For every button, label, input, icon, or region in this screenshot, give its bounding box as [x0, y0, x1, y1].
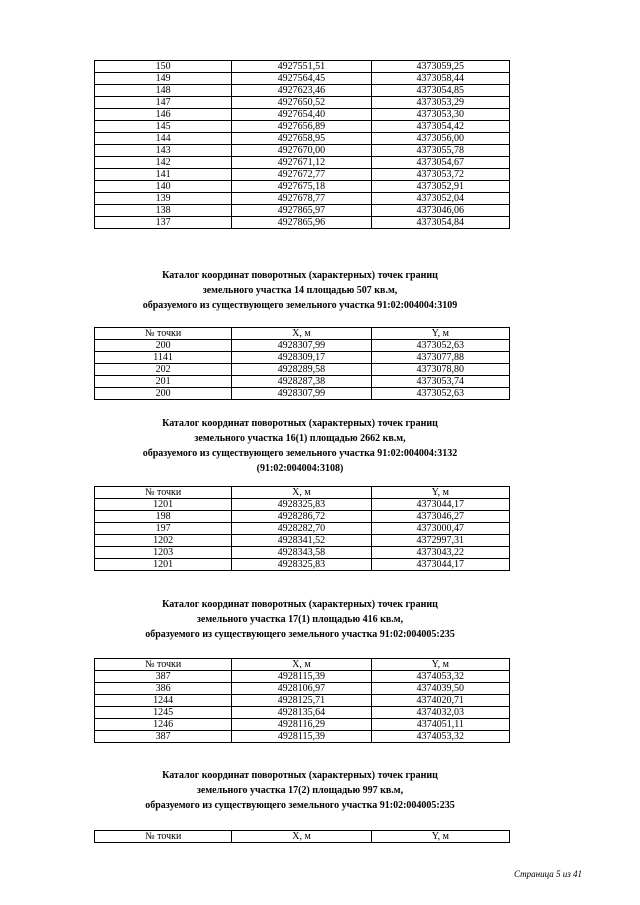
- point-number-cell: 201: [95, 376, 232, 388]
- heading-line: Каталог координат поворотных (характерных) точек границ: [162, 599, 438, 610]
- point-number-cell: 146: [95, 109, 232, 121]
- heading-line: образуемого из существующего земельного участка 91:02:004004:3109: [142, 300, 458, 311]
- column-header-point: № точки: [95, 487, 232, 499]
- table-row: [95, 731, 510, 743]
- table-row: [95, 511, 510, 523]
- x-coordinate-cell: 4928325,83: [232, 559, 371, 571]
- point-number-cell: 139: [95, 193, 232, 205]
- x-coordinate-cell: 4927865,97: [232, 205, 371, 217]
- point-number-cell: 1201: [95, 499, 232, 511]
- y-coordinate-cell: 4373053,74: [371, 376, 509, 388]
- table-body: [95, 499, 510, 571]
- table-row: [95, 695, 510, 707]
- coordinate-table-plot-17-1: [94, 658, 510, 743]
- table-row: [95, 364, 510, 376]
- coordinate-table-plot-17-2: [94, 830, 510, 843]
- x-coordinate-cell: 4928116,29: [232, 719, 371, 731]
- catalog-heading-plot-17-2: [60, 768, 540, 813]
- x-coordinate-cell: 4927671,12: [232, 157, 371, 169]
- point-number-cell: 149: [95, 73, 232, 85]
- y-coordinate-cell: 4374032,03: [371, 707, 509, 719]
- point-number-cell: 147: [95, 97, 232, 109]
- y-coordinate-cell: 4374051,11: [371, 719, 509, 731]
- table-row: [95, 535, 510, 547]
- table-header-row: [95, 487, 510, 499]
- x-coordinate-cell: 4927672,77: [232, 169, 371, 181]
- heading-line: земельного участка 17(2) площадью 997 кв.м,: [196, 785, 404, 796]
- column-header-point: № точки: [95, 328, 232, 340]
- point-number-cell: 1244: [95, 695, 232, 707]
- point-number-cell: 387: [95, 731, 232, 743]
- y-coordinate-cell: 4373044,17: [371, 499, 509, 511]
- table-row: [95, 157, 510, 169]
- x-coordinate-cell: 4927675,18: [232, 181, 371, 193]
- catalog-heading-plot-16-1: [60, 416, 540, 476]
- table-row: [95, 352, 510, 364]
- point-number-cell: 386: [95, 683, 232, 695]
- point-number-cell: 200: [95, 388, 232, 400]
- x-coordinate-cell: 4927623,46: [232, 85, 371, 97]
- table-row: [95, 547, 510, 559]
- y-coordinate-cell: 4373046,27: [371, 511, 509, 523]
- x-coordinate-cell: 4928125,71: [232, 695, 371, 707]
- table-row: [95, 193, 510, 205]
- y-coordinate-cell: 4373054,84: [371, 217, 509, 229]
- x-coordinate-cell: 4928307,99: [232, 340, 371, 352]
- y-coordinate-cell: 4373053,72: [371, 169, 509, 181]
- table-row: [95, 340, 510, 352]
- point-number-cell: 138: [95, 205, 232, 217]
- table-header-row: [95, 328, 510, 340]
- y-coordinate-cell: 4373052,63: [371, 340, 509, 352]
- x-coordinate-cell: 4927564,45: [232, 73, 371, 85]
- y-coordinate-cell: 4374020,71: [371, 695, 509, 707]
- x-coordinate-cell: 4927670,00: [232, 145, 371, 157]
- table-row: [95, 707, 510, 719]
- point-number-cell: 1202: [95, 535, 232, 547]
- table-row: [95, 719, 510, 731]
- y-coordinate-cell: 4374039,50: [371, 683, 509, 695]
- y-coordinate-cell: 4373053,30: [371, 109, 509, 121]
- x-coordinate-cell: 4928115,39: [232, 671, 371, 683]
- x-coordinate-cell: 4928115,39: [232, 731, 371, 743]
- table-row: [95, 523, 510, 535]
- column-header-point: № точки: [95, 831, 232, 843]
- y-coordinate-cell: 4373052,63: [371, 388, 509, 400]
- y-coordinate-cell: 4373077,88: [371, 352, 509, 364]
- heading-line: Каталог координат поворотных (характерных) точек границ: [162, 770, 438, 781]
- heading-line: Каталог координат поворотных (характерных) точек границ: [162, 270, 438, 281]
- heading-line: Каталог координат поворотных (характерных) точек границ: [162, 418, 438, 429]
- y-coordinate-cell: 4373052,04: [371, 193, 509, 205]
- column-header-y: Y, м: [371, 487, 509, 499]
- table-body: [95, 340, 510, 400]
- x-coordinate-cell: 4928343,58: [232, 547, 371, 559]
- heading-line: образуемого из существующего земельного участка 91:02:004005:235: [145, 800, 455, 811]
- x-coordinate-cell: 4927658,95: [232, 133, 371, 145]
- x-coordinate-cell: 4927551,51: [232, 61, 371, 73]
- y-coordinate-cell: 4374053,32: [371, 671, 509, 683]
- y-coordinate-cell: 4373054,85: [371, 85, 509, 97]
- point-number-cell: 1203: [95, 547, 232, 559]
- y-coordinate-cell: 4374053,32: [371, 731, 509, 743]
- x-coordinate-cell: 4928286,72: [232, 511, 371, 523]
- column-header-x: X, м: [232, 328, 371, 340]
- point-number-cell: 148: [95, 85, 232, 97]
- table-header-row: [95, 659, 510, 671]
- column-header-point: № точки: [95, 659, 232, 671]
- y-coordinate-cell: 4373055,78: [371, 145, 509, 157]
- y-coordinate-cell: 4373046,06: [371, 205, 509, 217]
- table-row: [95, 121, 510, 133]
- y-coordinate-cell: 4373056,00: [371, 133, 509, 145]
- point-number-cell: 143: [95, 145, 232, 157]
- table-body: [95, 671, 510, 743]
- table-row: [95, 181, 510, 193]
- y-coordinate-cell: 4373058,44: [371, 73, 509, 85]
- x-coordinate-cell: 4927865,96: [232, 217, 371, 229]
- heading-line: образуемого из существующего земельного участка 91:02:004004:3132: [142, 448, 458, 459]
- catalog-heading-plot-17-1: [60, 597, 540, 642]
- table-row: [95, 217, 510, 229]
- point-number-cell: 144: [95, 133, 232, 145]
- coordinate-table-plot-16-1: [94, 486, 510, 571]
- point-number-cell: 202: [95, 364, 232, 376]
- point-number-cell: 200: [95, 340, 232, 352]
- heading-line: образуемого из существующего земельного участка 91:02:004005:235: [145, 629, 455, 640]
- x-coordinate-cell: 4928106,97: [232, 683, 371, 695]
- y-coordinate-cell: 4373000,47: [371, 523, 509, 535]
- coordinate-table-continued: [94, 60, 510, 229]
- table-row: [95, 73, 510, 85]
- column-header-y: Y, м: [371, 659, 509, 671]
- x-coordinate-cell: 4928135,64: [232, 707, 371, 719]
- x-coordinate-cell: 4927650,52: [232, 97, 371, 109]
- point-number-cell: 141: [95, 169, 232, 181]
- table-row: [95, 205, 510, 217]
- x-coordinate-cell: 4928309,17: [232, 352, 371, 364]
- point-number-cell: 1246: [95, 719, 232, 731]
- table-row: [95, 145, 510, 157]
- catalog-heading-plot-14: [60, 268, 540, 313]
- table-row: [95, 85, 510, 97]
- point-number-cell: 1245: [95, 707, 232, 719]
- heading-line: земельного участка 16(1) площадью 2662 кв.м,: [194, 433, 406, 444]
- table-row: [95, 97, 510, 109]
- table-row: [95, 683, 510, 695]
- x-coordinate-cell: 4927678,77: [232, 193, 371, 205]
- column-header-x: X, м: [232, 831, 371, 843]
- heading-line: (91:02:004004:3108): [256, 463, 344, 474]
- y-coordinate-cell: 4373053,29: [371, 97, 509, 109]
- point-number-cell: 198: [95, 511, 232, 523]
- y-coordinate-cell: 4373043,22: [371, 547, 509, 559]
- column-header-y: Y, м: [371, 831, 509, 843]
- table-row: [95, 61, 510, 73]
- y-coordinate-cell: 4373054,42: [371, 121, 509, 133]
- table-row: [95, 499, 510, 511]
- point-number-cell: 145: [95, 121, 232, 133]
- column-header-x: X, м: [232, 487, 371, 499]
- x-coordinate-cell: 4928282,70: [232, 523, 371, 535]
- point-number-cell: 387: [95, 671, 232, 683]
- y-coordinate-cell: 4373059,25: [371, 61, 509, 73]
- point-number-cell: 197: [95, 523, 232, 535]
- table-body: [95, 61, 510, 229]
- y-coordinate-cell: 4373054,67: [371, 157, 509, 169]
- y-coordinate-cell: 4372997,31: [371, 535, 509, 547]
- x-coordinate-cell: 4928341,52: [232, 535, 371, 547]
- column-header-y: Y, м: [371, 328, 509, 340]
- y-coordinate-cell: 4373052,91: [371, 181, 509, 193]
- x-coordinate-cell: 4927656,89: [232, 121, 371, 133]
- x-coordinate-cell: 4928325,83: [232, 499, 371, 511]
- y-coordinate-cell: 4373078,80: [371, 364, 509, 376]
- table-row: [95, 388, 510, 400]
- point-number-cell: 150: [95, 61, 232, 73]
- table-row: [95, 133, 510, 145]
- heading-line: земельного участка 17(1) площадью 416 кв.м,: [196, 614, 404, 625]
- table-row: [95, 671, 510, 683]
- table-row: [95, 169, 510, 181]
- page-number: Страница 5 из 41: [514, 869, 582, 879]
- column-header-x: X, м: [232, 659, 371, 671]
- y-coordinate-cell: 4373044,17: [371, 559, 509, 571]
- table-row: [95, 109, 510, 121]
- point-number-cell: 137: [95, 217, 232, 229]
- x-coordinate-cell: 4927654,40: [232, 109, 371, 121]
- heading-line: земельного участка 14 площадью 507 кв.м,: [202, 285, 398, 296]
- coordinate-table-plot-14: [94, 327, 510, 400]
- table-header-row: [95, 831, 510, 843]
- x-coordinate-cell: 4928287,38: [232, 376, 371, 388]
- point-number-cell: 142: [95, 157, 232, 169]
- x-coordinate-cell: 4928289,58: [232, 364, 371, 376]
- table-row: [95, 376, 510, 388]
- x-coordinate-cell: 4928307,99: [232, 388, 371, 400]
- table-row: [95, 559, 510, 571]
- point-number-cell: 1141: [95, 352, 232, 364]
- point-number-cell: 140: [95, 181, 232, 193]
- point-number-cell: 1201: [95, 559, 232, 571]
